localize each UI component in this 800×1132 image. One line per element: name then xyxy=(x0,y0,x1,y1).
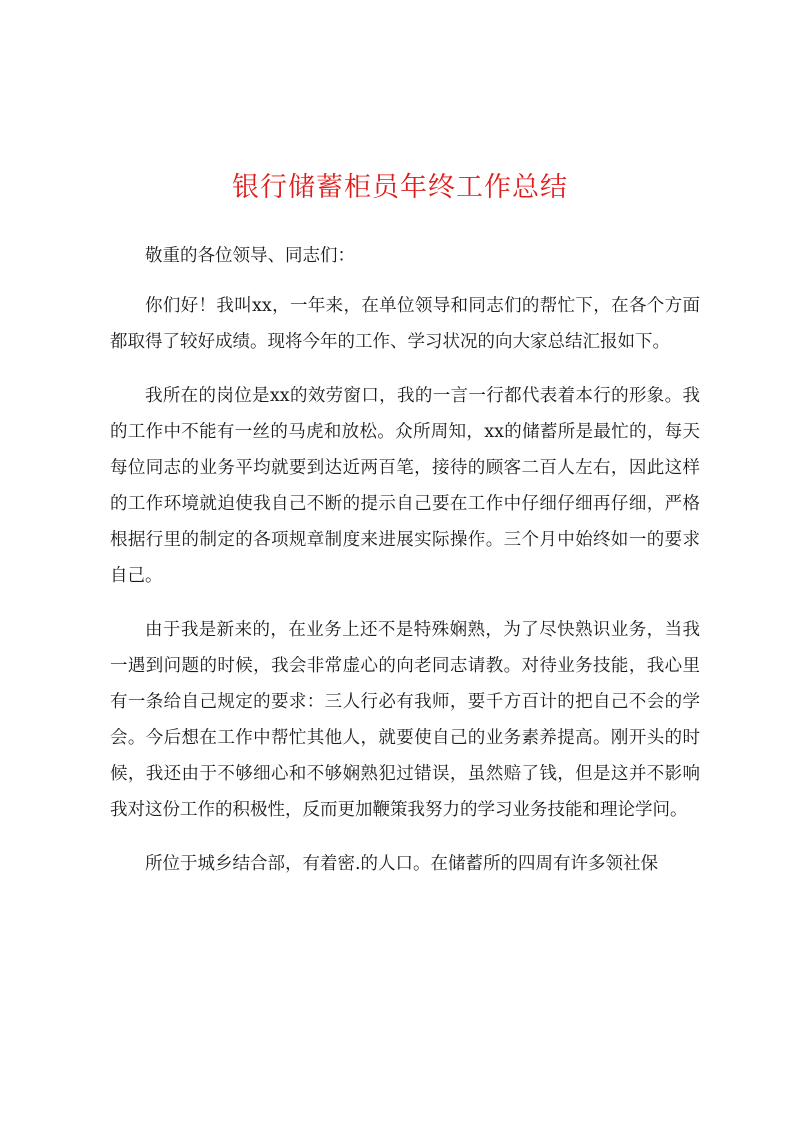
paragraph-location: 所位于城乡结合部，有着密.的人口。在储蓄所的四周有许多领社保 xyxy=(145,854,659,874)
paragraph-intro: 你们好！我叫xx，一年来，在单位领导和同志们的帮忙下，在各个方面都取得了较好成绩。现将今年的工作、学习状况的向大家总结汇报如下。 xyxy=(110,296,700,352)
document-body xyxy=(110,238,700,900)
document-title: 银行储蓄柜员年终工作总结 xyxy=(232,172,568,203)
paragraph-learning: 由于我是新来的，在业务上还不是特殊娴熟，为了尽快熟识业务，当我一遇到问题的时候，我会非常虚心的向老同志请教。对待业务技能，我心里有一条给自己规定的要求：三人行必有我师，要千方百计的把自己不会的学会。今后想在工作中帮忙其他人，就要使自己的业务素养提高。刚开头的时候，我还由于不够细心和不够娴熟犯过错误，虽然赔了钱，但是这并不影响我对这份工作的积极性，反而更加鞭策我努力的学习业务技能和理论学问。 xyxy=(110,620,700,820)
greeting-line: 敬重的各位领导、同志们： xyxy=(145,246,355,266)
paragraph-position: 我所在的岗位是xx的效劳窗口，我的一言一行都代表着本行的形象。我的工作中不能有一丝的马虎和放松。众所周知，xx的储蓄所是最忙的，每天每位同志的业务平均就要到达近两百笔，接待的顾客二百人左右，因此这样的工作环境就迫使我自己不断的提示自己要在工作中仔细仔细再仔细，严格根据行里的制定的各项规章制度来进展实际操作。三个月中始终如一的要求自己。 xyxy=(110,386,700,586)
